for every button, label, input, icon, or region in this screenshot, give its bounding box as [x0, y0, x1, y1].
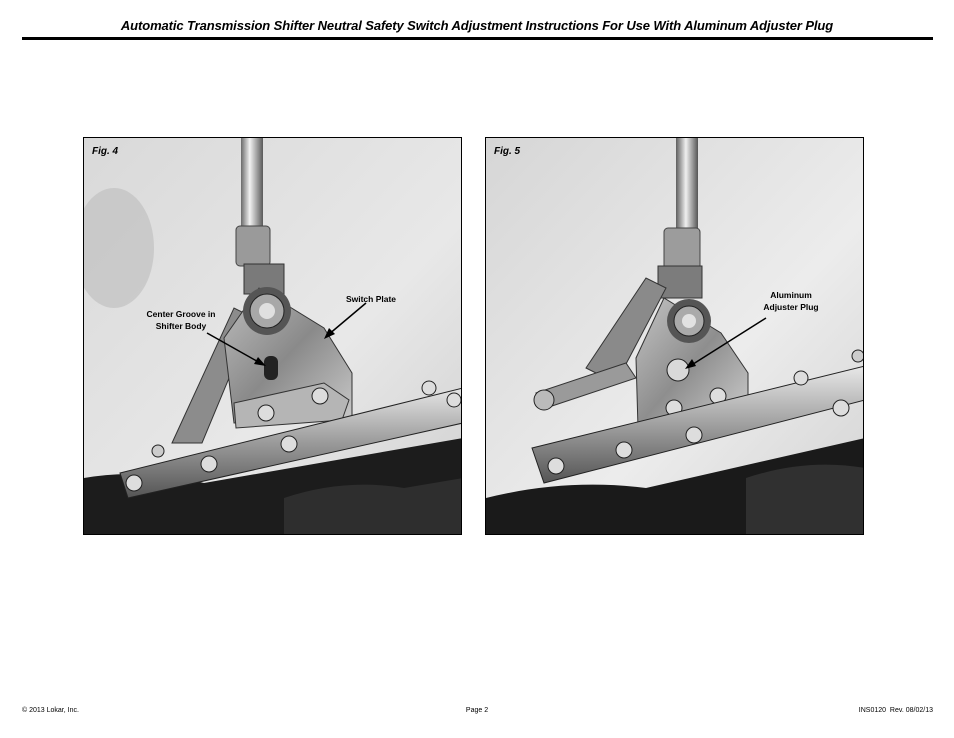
figure-5 — [485, 137, 864, 535]
figure-4-callout-groove-line1: Center Groove in — [146, 309, 216, 319]
figure-4-photo — [84, 138, 462, 535]
figure-4-callout-switch-plate: Switch Plate — [345, 294, 397, 304]
figure-5-callout-line1: Aluminum — [770, 290, 812, 300]
figure-4-callout-groove — [136, 308, 226, 332]
footer-revision: INS0120 Rev. 08/02/13 — [858, 707, 933, 714]
figure-4-callout-groove-line2: Shifter Body — [155, 321, 207, 331]
page-title: Automatic Transmission Shifter Neutral Safety Switch Adjustment Instructions For Use With Aluminum Adjuster Plug — [120, 18, 834, 33]
figure-5-callout-line2: Adjuster Plug — [763, 302, 819, 312]
figure-5-callout-adjuster-plug — [751, 289, 831, 313]
figure-5-photo — [486, 138, 864, 535]
footer-copyright: © 2013 Lokar, Inc. — [22, 707, 79, 714]
figure-5-label: Fig. 5 — [494, 146, 521, 157]
header-rule — [22, 37, 933, 40]
footer-page-number: Page 2 — [465, 707, 489, 714]
figure-4-label: Fig. 4 — [92, 146, 119, 157]
figure-4 — [83, 137, 462, 535]
